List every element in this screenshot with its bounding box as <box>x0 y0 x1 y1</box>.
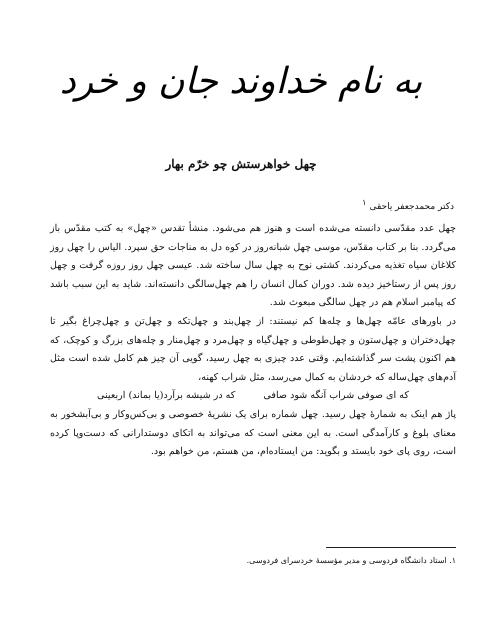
footnote-divider <box>326 547 456 548</box>
paragraph: پاژ هم اینک به شمارهٔ چهل رسید. چهل شماره برای یک نشریهٔ خصوصی و بی‌کس‌وکار و بی‌آبشخور به معنای بلوغ و کارآمدگی است. به این معنی است که می‌تواند به اتکای دوستدارانی که دست‌وپا کرده است، روی پای خود بایستد و بگوید: من ایستاده‌ام، من هستم، من خواهم بود. <box>50 408 456 458</box>
author-footnote-marker: ۱ <box>362 198 367 207</box>
paragraph: در باورهای عامّه چهل‌ها و چله‌ها کم نیستند: از چهل‌بند و چهل‌تکه و چهل‌تن و چهل‌چراغ بگیر تا چهل‌دختران و چهل‌ستون و چهل‌طوطی و چهل‌گیاه و چهل‌مرد و چهل‌منار و چله‌های بزرگ و کوچک، که هم اکنون پشت سر گذاشته‌ایم. وقتی عدد چیزی به چهل رسید، گویی آن چیز هم کامل شده است مثل آدم‌های چهل‌ساله که خردشان به کمال می‌رسد، مثل شراب کهنه، <box>50 315 456 383</box>
article-title: چهل خواهرستش چو خرّم بهار <box>165 157 317 171</box>
paragraph: چهل عدد مقدّسی دانسته می‌شده است و هنوز هم می‌شود. منشأ تقدس «چهل» به کتب مقدّس باز می‌گردد. بنا بر کتاب مقدّس، موسی چهل شبانه‌روز در کوه دل به مناجات حق سپرد. الیاس را چهل روز کلاغان سیاه تغذیه می‌کردند. کشتی نوح به چهل سال ساخته شد. عیسی چهل روز روزه گرفت و چهل روز پس از رستاخیز دیده شد. دوران کمال انسان را هم چهل‌سالگی دانسته‌اند. شاید به این سبب باشد که پیامبر اسلام هم در چهل سالگی مبعوث شد. <box>50 223 456 309</box>
poem-verse <box>50 387 456 406</box>
article-body <box>50 220 456 462</box>
author-line <box>362 197 454 213</box>
verse-hemistich-left: که در شیشه برآرد(یا بماند) اربعینی <box>97 390 236 402</box>
calligraphy-heading: به نام خداوند جان و خرد <box>59 61 423 102</box>
footnote: ۱. استاد دانشگاه فردوسی و مدیر مؤسسهٔ خردسرای فردوسی. <box>246 556 456 565</box>
verse-hemistich-right: که ای صوفی شراب آنگه شود صافی <box>263 390 409 402</box>
author-name: دکتر محمدجعفر یاحقی <box>369 202 454 212</box>
